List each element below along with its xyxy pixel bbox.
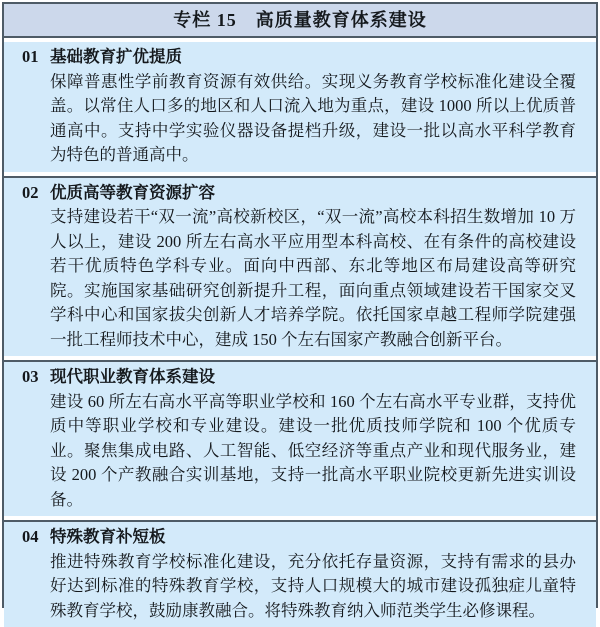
section-basic-education (4, 42, 596, 172)
section-title: 特殊教育补短板 (50, 527, 166, 546)
section-number: 04 (22, 527, 39, 546)
section-number: 03 (22, 367, 39, 386)
section-special-education (4, 520, 596, 627)
section-body: 支持建设若干“双一流”高校新校区，“双一流”高校本科招生数增加 10 万人以上，建设 200 所左右高水平应用型本科高校、在有条件的高校建设若干优质特色学科专业。面向中西部、东北等地区布局建设高等研究院。实施国家基础研究创新提升工程，面向重点领域建设若干国家交叉学科中心和国家拔尖创新人才培养学院。依托国家卓越工程师学院建强一批工程师技术中心，建成 150 个左右国家产教融合创新平台。 (50, 207, 576, 349)
section-number: 01 (22, 47, 39, 66)
section-title: 基础教育扩优提质 (50, 47, 182, 66)
section-heading (22, 525, 576, 550)
panel-title: 专栏 15 高质量教育体系建设 (4, 4, 596, 38)
section-number: 02 (22, 182, 39, 202)
section-title: 现代职业教育体系建设 (50, 367, 215, 386)
section-heading (22, 365, 576, 390)
section-heading (22, 181, 576, 206)
section-title: 优质高等教育资源扩容 (50, 182, 215, 202)
column-box (2, 2, 598, 620)
section-body: 建设 60 所左右高水平高等职业学校和 160 个左右高水平专业群，支持优质中等职业学校和专业建设。建设一批优质技师学院和 100 个优质专业。聚焦集成电路、人工智能、低空经济等重点产业和现代服务业，建设 200 个产教融合实训基地，支持一批高水平职业院校更新先进实训设备。 (50, 391, 576, 509)
section-heading (22, 45, 576, 70)
section-body: 保障普惠性学前教育资源有效供给。实现义务教育学校标准化建设全覆盖。以常住人口多的地区和人口流入地为重点，建设 1000 所以上优质普通高中。支持中学实验仪器设备提档升级，建设一批以高水平科学教育为特色的普通高中。 (50, 71, 576, 164)
section-higher-education (4, 176, 596, 357)
section-body: 推进特殊教育学校标准化建设，充分依托存量资源，支持有需求的县办好达到标准的特殊教育学校，支持人口规模大的城市建设孤独症儿童特殊教育学校，鼓励康教融合。将特殊教育纳入师范类学生必修课程。 (50, 551, 576, 620)
section-vocational-education (4, 360, 596, 516)
